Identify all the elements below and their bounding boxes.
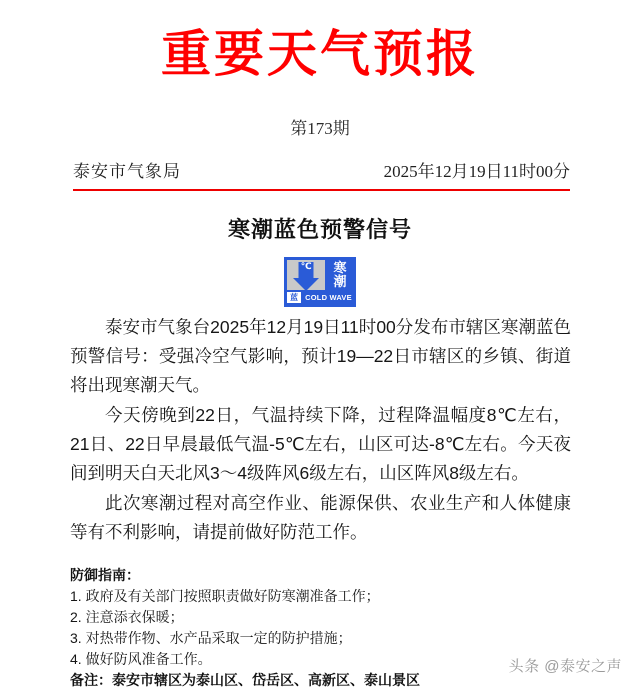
arrow-head bbox=[293, 278, 319, 290]
defense-guideline-item: 4. 做好防风准备工作。 bbox=[70, 651, 212, 667]
cold-wave-icon bbox=[284, 257, 356, 307]
cold-wave-english-label: COLD WAVE bbox=[305, 293, 352, 302]
issuing-organization: 泰安市气象局 bbox=[73, 162, 181, 181]
document-header-row bbox=[73, 160, 570, 186]
degree-celsius-symbol: ℃ bbox=[300, 261, 312, 271]
warning-signal-heading: 寒潮蓝色预警信号 bbox=[227, 217, 412, 242]
cold-wave-label-char-2: 潮 bbox=[333, 274, 347, 289]
defense-guideline-item: 3. 对热带作物、水产品采取一定的防护措施； bbox=[70, 630, 352, 646]
forecast-paragraph-3: 此次寒潮过程对高空作业、能源保供、农业生产和人体健康等有不利影响，请提前做好防范工作。 bbox=[70, 493, 571, 542]
issue-number: 第173期 bbox=[290, 119, 350, 138]
defense-guidelines-title: 防御指南： bbox=[70, 567, 140, 583]
cold-wave-icon-upper bbox=[287, 260, 353, 290]
forecast-paragraph-1: 泰安市气象台2025年12月19日11时00分发布市辖区寒潮蓝色预警信号：受强冷空气影响，预计19—22日市辖区的乡镇、街道将出现寒潮天气。 bbox=[70, 317, 571, 395]
warning-level-badge: 蓝 bbox=[287, 292, 301, 303]
defense-guidelines bbox=[70, 565, 571, 691]
source-watermark: 头条 @泰安之声 bbox=[508, 658, 622, 675]
forecast-paragraph-2: 今天傍晚到22日，气温持续下降，过程降温幅度8℃左右，21日、22日早晨最低气温-5℃左右，山区可达-8℃左右。今天夜间到明天白天北风3～4级阵风6级左右，山区阵风8级左右。 bbox=[70, 405, 571, 483]
warning-icon-container bbox=[0, 257, 640, 307]
cold-wave-icon-footer bbox=[287, 290, 353, 304]
cold-wave-chinese-label bbox=[327, 260, 353, 290]
defense-guideline-item: 1. 政府及有关部门按照职责做好防寒潮准备工作； bbox=[70, 588, 380, 604]
defense-guideline-item: 2. 注意添衣保暖； bbox=[70, 609, 184, 625]
remark-note: 备注：泰安市辖区为泰山区、岱岳区、高新区、泰山景区 bbox=[70, 672, 420, 688]
issue-datetime: 2025年12月19日11时00分 bbox=[383, 162, 570, 181]
temperature-drop-arrow-icon bbox=[287, 260, 325, 290]
page-title: 重要天气预报 bbox=[161, 26, 479, 82]
cold-wave-label-char-1: 寒 bbox=[333, 260, 347, 275]
forecast-body bbox=[70, 313, 571, 548]
header-divider bbox=[73, 189, 570, 191]
